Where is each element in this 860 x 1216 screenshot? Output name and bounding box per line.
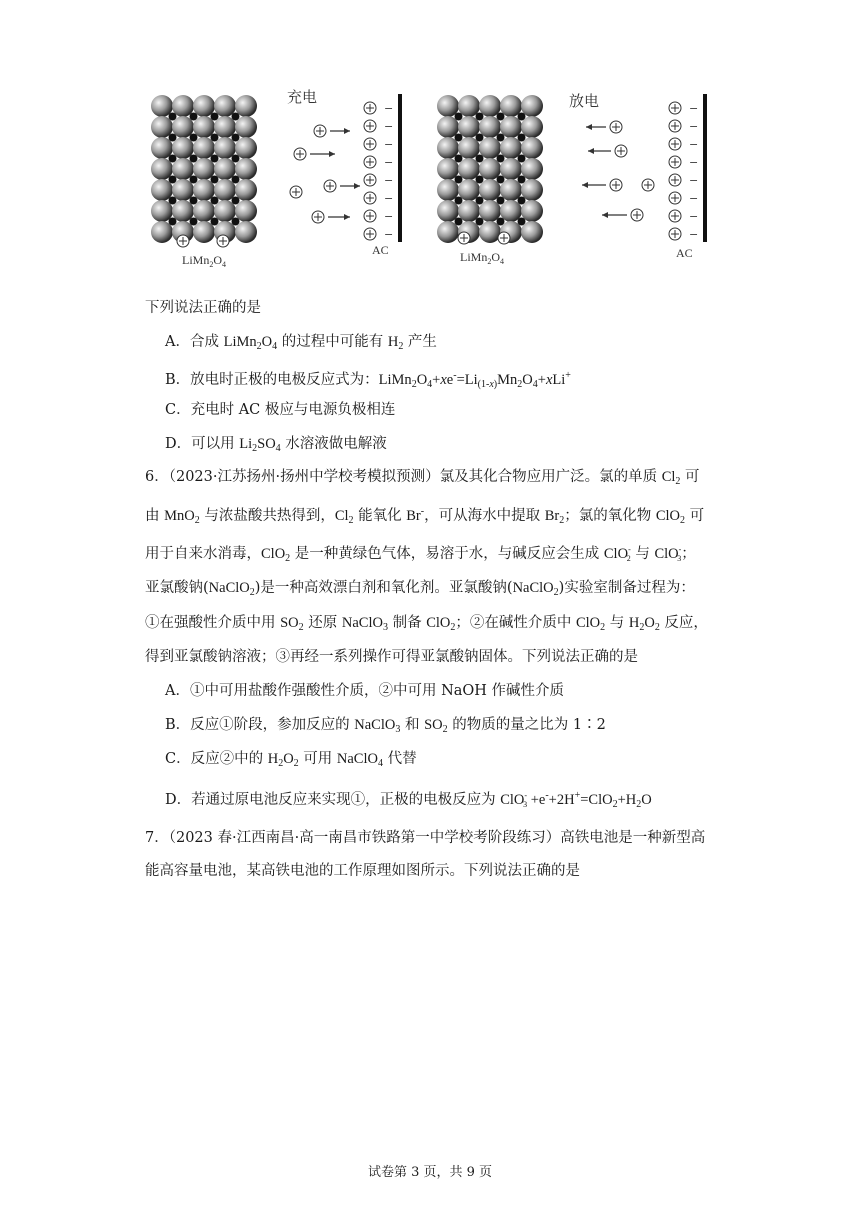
q5-option-a: A．合成 $LiMn_2O_4$ 的过程中可能有 $H_2$ 产生 [165,334,437,352]
q5-stem: 下列说法正确的是 [145,300,261,316]
right-crystal-lattice [437,95,543,244]
q5-option-b: B．放电时正极的电极反应式为：$LiMn_2O_4+xe^-=Li_{(1-x)}Mn_2O_4+xLi^+$ [165,370,571,390]
right-electrode-label: AC [676,246,693,260]
electron-sign: − [384,192,394,205]
electron-sign: − [689,174,699,187]
q6-line-3: 用于自来水消毒，ClO$_2$ 是一种黄绿色气体，易溶于水，与碱反应会生成 ClO-$_2$ 与 ClO-$_3$； [145,545,696,564]
electron-sign: − [689,120,699,133]
lattice-sphere [521,221,543,243]
electron-sign: − [384,120,394,133]
q6-line-1: 6．（2023·江苏扬州·扬州中学校考模拟预测）氯及其化合物应用广泛。氯的单质 $Cl_2$ 可 [145,469,700,487]
q7-line-2: 能高容量电池，某高铁电池的工作原理如图所示。下列说法正确的是 [145,863,580,879]
electron-sign: − [384,228,394,241]
lattice-sphere [437,221,459,243]
left-crystal-lattice [151,95,257,247]
q6-option-a: A．①中可用盐酸作强酸性介质，②中可用 NaOH 作碱性介质 [165,683,565,699]
q6-line-4: 亚氯酸钠(NaClO$_2$)是一种高效漂白剂和氧化剂。亚氯酸钠(NaClO$_2$)实验室制备过程为： [145,580,695,598]
left-electrode-label: AC [372,243,389,257]
discharge-label: 放电 [569,92,600,110]
electrode-plate [703,94,707,242]
charge-label: 充电 [287,88,318,106]
q6-option-d: D．若通过原电池反应来实现①，正极的电极反应为 $ClO^-_3 +e^-+2H^+=ClO_2+H_2O$ [165,790,652,810]
right-electrode [669,94,707,242]
q6-option-b: B．反应①阶段，参加反应的 NaClO$_3$ 和 $SO_2$ 的物质的量之比为 1∶2 [165,717,606,735]
electrode-plate [398,94,402,242]
electron-sign: − [689,228,699,241]
q6-line-5: ①在强酸性介质中用 $SO_2$ 还原 NaClO$_3$ 制备 ClO$_2$；②在碱性介质中 ClO$_2$ 与 $H_2O_2$ 反应， [145,615,708,633]
electron-sign: − [689,192,699,205]
q6-line-2: 由 MnO$_2$ 与浓盐酸共热得到，$Cl_2$ 能氧化 Br-，可从海水中提取 $Br_2$；氯的氧化物 ClO$_2$ 可 [145,506,705,526]
page-footer: 试卷第 3 页，共 9 页 [367,1165,493,1180]
electron-sign: − [689,156,699,169]
electron-sign: − [689,138,699,151]
right-material-label: $LiMn_2O_4$ [460,250,505,266]
q5-option-d: D．可以用 $Li_2SO_4$ 水溶液做电解液 [165,436,387,454]
electron-sign: − [689,210,699,223]
left-electrode [364,94,402,242]
electron-sign: − [384,102,394,115]
q6-option-c: C．反应②中的 $H_2O_2$ 可用 NaClO$_4$ 代替 [165,751,417,769]
electron-sign: − [384,156,394,169]
electron-sign: − [384,174,394,187]
q7-line-1: 7．（2023 春·江西南昌·高一南昌市铁路第一中学校考阶段练习）高铁电池是一种新型高 [145,830,706,846]
q6-line-6: 得到亚氯酸钠溶液；③再经一系列操作可得亚氯酸钠固体。下列说法正确的是 [145,649,638,665]
electron-sign: − [384,210,394,223]
electron-sign: − [689,102,699,115]
lattice-sphere [235,221,257,243]
battery-diagram [150,86,730,276]
q5-option-c: C．充电时 AC 极应与电源负极相连 [165,402,396,418]
lattice-sphere [193,221,215,243]
lattice-sphere [479,221,501,243]
left-material-label: $LiMn_2O_4$ [182,253,227,269]
lattice-sphere [151,221,173,243]
electron-sign: − [384,138,394,151]
